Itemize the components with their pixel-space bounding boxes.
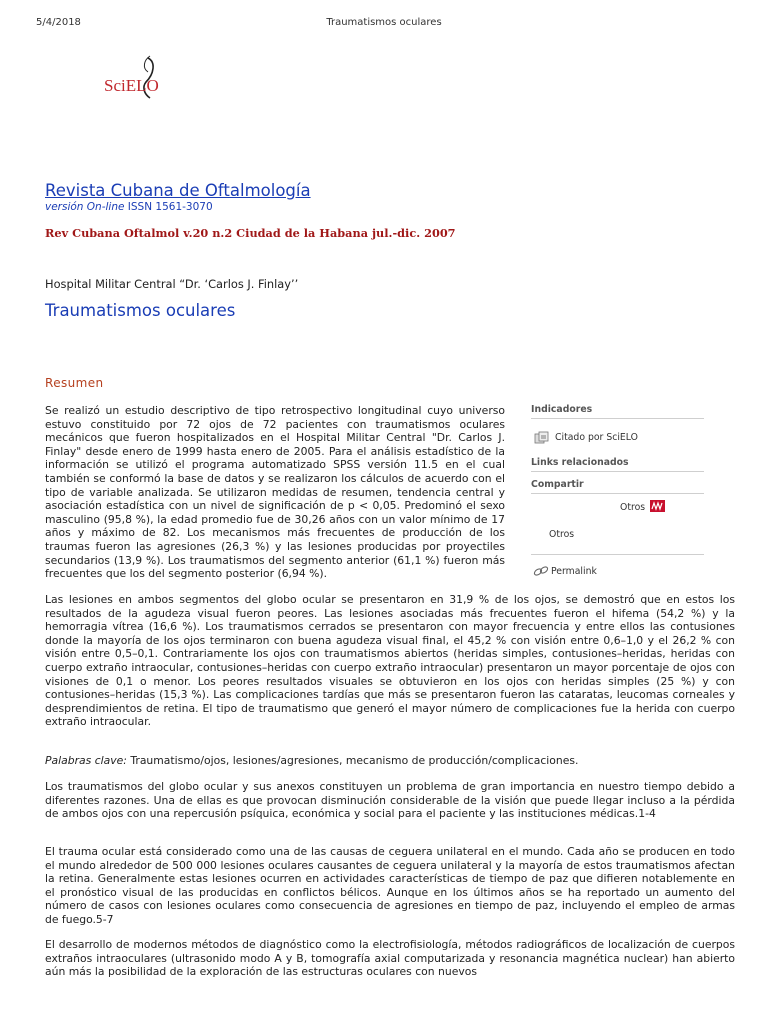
sidebar [531, 404, 704, 579]
share-other-2[interactable] [531, 516, 704, 554]
version-label: versión On-line [45, 201, 125, 213]
abstract-text-b: Las lesiones en ambos segmentos del globo ocular se presentaron en 31,9 % de los ojos, se demostró que en estos los resultados de la agudeza visual fueron peores. Las lesiones asociadas más frecuentes fueron el hifema (54,2 %) y la hemorragia vítrea (16,6 %). Los traumatismos cerrados se presentaron con mayor frecuencia y entre ellos las contusiones donde la mayoría de los ojos terminaron con buena agudeza visual final, el 45,2 % con visión entre 0,6–1,0 y el 26,2 % con visión entre 0,5–0,1. Contrariamente los ojos con traumatismos abiertos (heridas simples, contusiones–heridas, heridas con cuerpo extraño intraocular, contusiones–heridas con cuerpo extraño intraocular) presentaron un mayor porcentaje de ojos con visiones de 0,1 o menor. Los peores resultados visuales se obtuvieron en los ojos con heridas simples (25 %) y con contusiones–heridas (15,3 %). Las complicaciones tardías que más se presentaron fueron las cataratas, leucomas corneales y desprendimientos de retina. El tipo de traumatismo que generó el mayor número de complicaciones fue la herida con cuerpo extraño intraocular. [45, 593, 735, 729]
body-paragraph-1: Los traumatismos del globo ocular y sus anexos constituyen un problema de gran importancia en nuestro tiempo debido a diferentes razones. Una de ellas es que provocan disminución considerable de la visión que puede llegar incluso a la pérdida de ambos ojos con una repercusión psíquica, económica y social para el paciente y las instituciones médicas.1-4 [45, 780, 735, 821]
share-other-2-label: Otros [549, 529, 575, 540]
journal-link[interactable]: Revista Cubana de Oftalmología [45, 181, 311, 200]
share-other-1[interactable] [531, 494, 704, 516]
abstract-heading: Resumen [45, 376, 104, 390]
permalink-label: Permalink [551, 566, 597, 577]
share-other-1-label: Otros [620, 502, 646, 513]
related-links-heading[interactable]: Links relacionados [531, 457, 704, 472]
share-heading: Compartir [531, 479, 704, 494]
keywords-text: Traumatismo/ojos, lesiones/agresiones, mecanismo de producción/complicaciones. [126, 754, 579, 767]
share-icon [650, 500, 665, 512]
cited-icon [534, 431, 550, 445]
indicators-heading: Indicadores [531, 404, 704, 419]
keywords-label: Palabras clave: [45, 754, 127, 767]
print-date: 5/4/2018 [36, 17, 81, 28]
cited-by-link[interactable] [531, 419, 704, 453]
article-title: Traumatismos oculares [45, 301, 236, 320]
scielo-logo-text: SciELO [104, 76, 159, 95]
issn-line [45, 201, 213, 213]
body-paragraph-2: El trauma ocular está considerado como una de las causas de ceguera unilateral en el mundo. Cada año se producen en todo el mundo alrededor de 500 000 lesiones oculares causantes de ceguera unilateral y la mayoría de estos traumatismos afectan la retina. Generalmente estas lesiones ocurren en actividades características de tiempo de paz que difieren notablemente en el pronóstico visual de las producidas en conflictos bélicos. Aunque en los últimos años se ha reportado un aumento del número de casos con lesiones oculares como consecuencia de agresiones en tiempo de paz, incluyendo el empleo de armas de fuego.5-7 [45, 845, 735, 926]
citation: Rev Cubana Oftalmol v.20 n.2 Ciudad de la Habana jul.-dic. 2007 [45, 226, 456, 240]
issn: ISSN 1561-3070 [127, 201, 213, 213]
abstract-text-a: Se realizó un estudio descriptivo de tipo retrospectivo longitudinal cuyo universo estuvo constituido por 72 ojos de 72 pacientes con traumatismos oculares mecánicos que fueron hospitalizados en el Hospital Militar Central "Dr. Carlos J. Finlay" desde enero de 1999 hasta enero de 2005. Para el análisis estadístico de la información se utilizó el programa automatizado SPSS versión 11.5 en el cual también se conformó la base de datos y se realizaron los cálculos de acuerdo con el tipo de variable analizada. Se utilizaron medidas de resumen, tendencia central y asociación estadística con un nivel de significación de p < 0,05. Predominó el sexo masculino (95,8 %), la edad promedio fue de 30,26 años con un valor mínimo de 17 años y máximo de 82. Los mecanismos más frecuentes de producción de los traumas fueron las agresiones (26,3 %) y las lesiones producidas por proyectiles secundarios (13,9 %). Los traumatismos del segmento anterior (61,1 %) fueron más frecuentes que los del segmento posterior (6,94 %). [45, 404, 505, 581]
body-paragraph-3: El desarrollo de modernos métodos de diagnóstico como la electrofisiología, métodos radiográficos de localización de cuerpos extraños intraoculares (ultrasonido modo A y B, tomografía axial computarizada y resonancia magnética nuclear) han abierto aún más la posibilidad de la exploración de las estructuras oculares con nuevos [45, 938, 735, 979]
print-page-title: Traumatismos oculares [326, 17, 442, 28]
scielo-logo[interactable] [104, 54, 168, 106]
link-icon [533, 565, 549, 577]
keywords [45, 754, 735, 768]
cited-by-label: Citado por SciELO [555, 432, 638, 443]
affiliation: Hospital Militar Central “Dr. ‘Carlos J. Finlay’’ [45, 277, 299, 291]
print-header [0, 17, 768, 31]
permalink-link[interactable] [531, 555, 704, 579]
